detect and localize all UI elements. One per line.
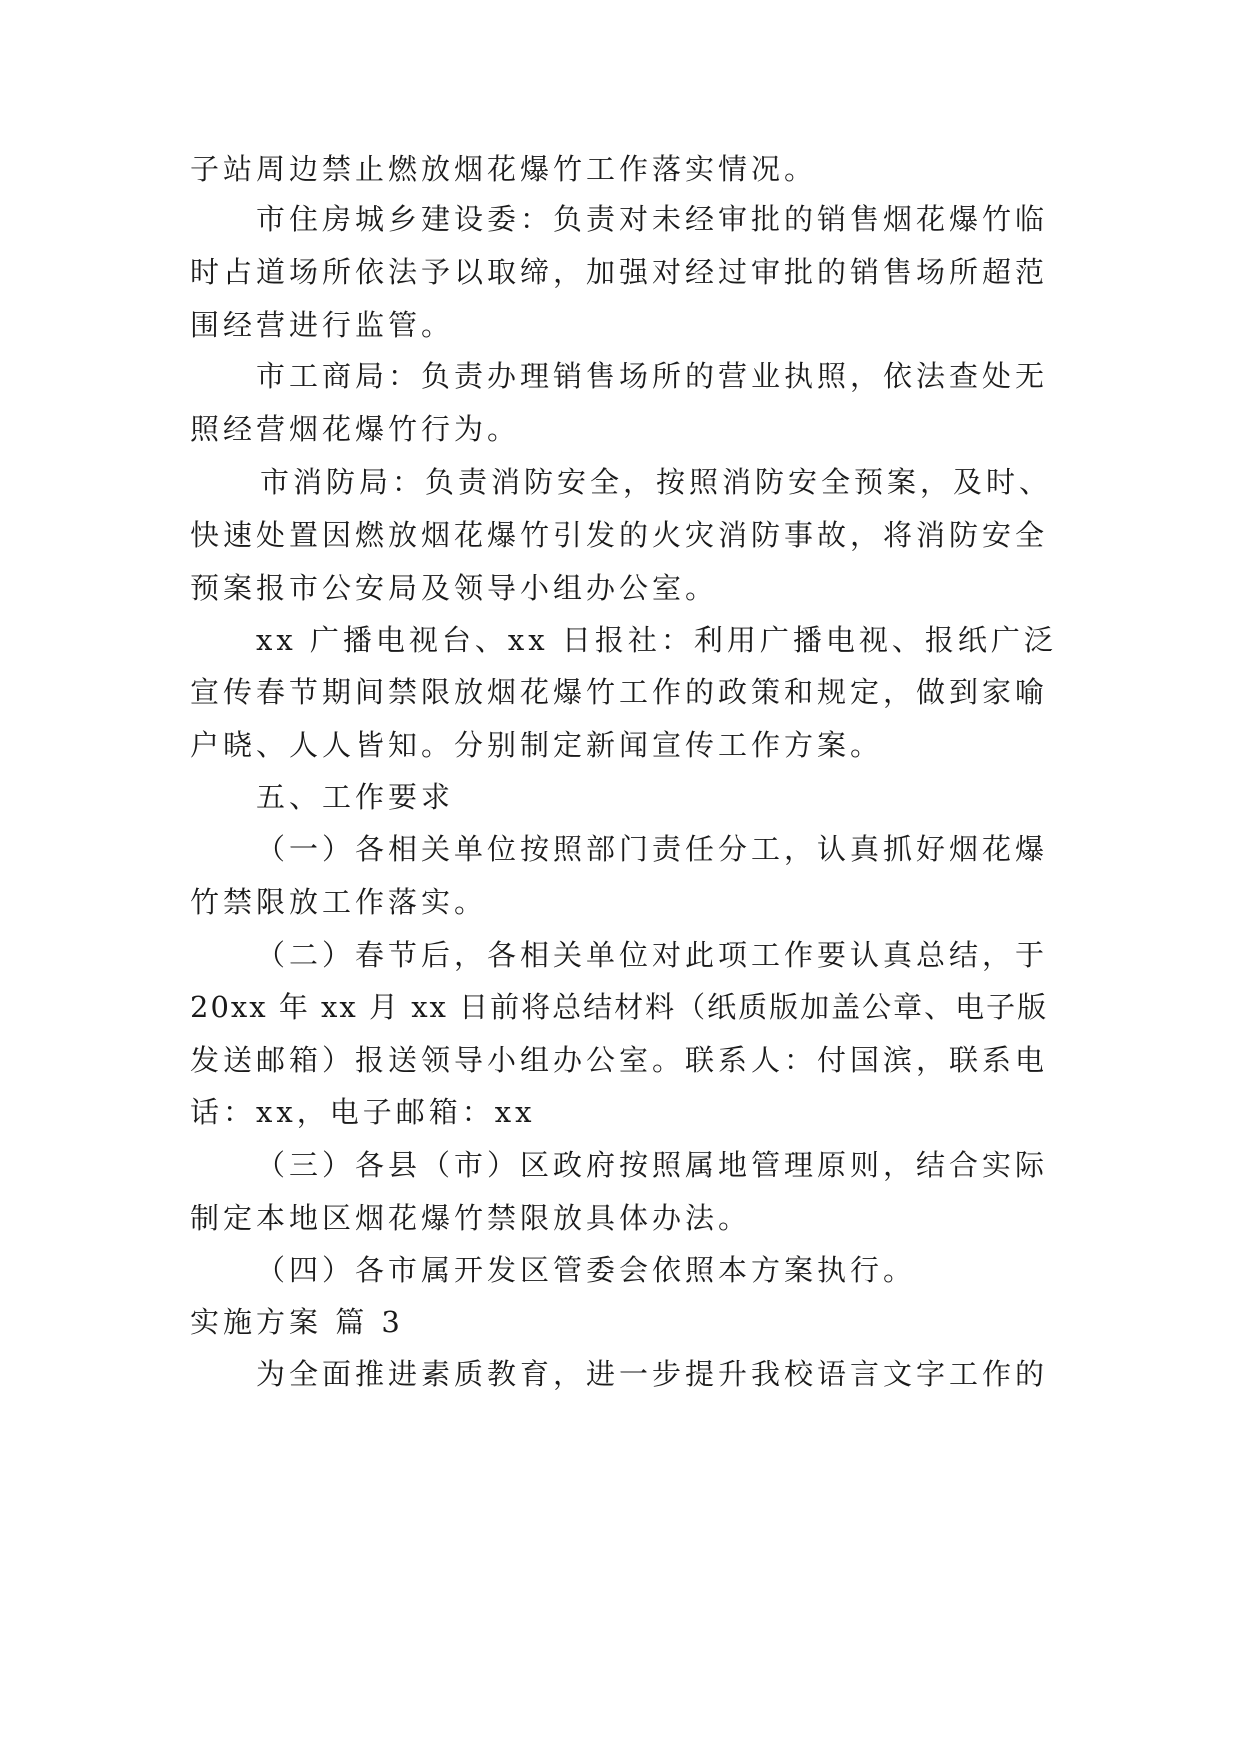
paragraph-line: （二）春节后，各相关单位对此项工作要认真总结，于 <box>256 938 1049 972</box>
paragraph-line: 竹禁限放工作落实。 <box>190 885 488 919</box>
paragraph-line: 市住房城乡建设委：负责对未经审批的销售烟花爆竹临 <box>256 202 1049 236</box>
paragraph-line: 制定本地区烟花爆竹禁限放具体办法。 <box>190 1201 752 1235</box>
paragraph-line: 子站周边禁止燃放烟花爆竹工作落实情况。 <box>190 152 818 186</box>
paragraph-line: xx 广播电视台、xx 日报社：利用广播电视、报纸广泛 <box>256 623 1057 657</box>
paragraph-line: （四）各市属开发区管委会依照本方案执行。 <box>256 1253 917 1287</box>
section-heading: 实施方案 篇 3 <box>190 1305 404 1339</box>
paragraph-line: 户晓、人人皆知。分别制定新闻宣传工作方案。 <box>190 728 884 762</box>
paragraph-line: 为全面推进素质教育，进一步提升我校语言文字工作的 <box>256 1357 1049 1391</box>
paragraph-line: 市消防局：负责消防安全，按照消防安全预案，及时、 <box>260 465 1053 499</box>
paragraph-line: 市工商局：负责办理销售场所的营业执照，依法查处无 <box>256 359 1049 393</box>
paragraph-line: 20xx 年 xx 月 xx 日前将总结材料（纸质版加盖公章、电子版 <box>190 990 1049 1024</box>
paragraph-line: 话：xx，电子邮箱：xx <box>190 1095 536 1129</box>
paragraph-line: 快速处置因燃放烟花爆竹引发的火灾消防事故，将消防安全 <box>190 518 1049 552</box>
paragraph-line: （一）各相关单位按照部门责任分工，认真抓好烟花爆 <box>256 832 1049 866</box>
section-heading: 五、工作要求 <box>256 780 455 814</box>
paragraph-line: 时占道场所依法予以取缔，加强对经过审批的销售场所超范 <box>190 255 1049 289</box>
paragraph-line: 照经营烟花爆竹行为。 <box>190 412 521 446</box>
paragraph-line: 预案报市公安局及领导小组办公室。 <box>190 571 719 605</box>
paragraph-line: （三）各县（市）区政府按照属地管理原则，结合实际 <box>256 1148 1049 1182</box>
paragraph-line: 发送邮箱）报送领导小组办公室。联系人：付国滨，联系电 <box>190 1043 1049 1077</box>
paragraph-line: 围经营进行监管。 <box>190 308 455 342</box>
paragraph-line: 宣传春节期间禁限放烟花爆竹工作的政策和规定，做到家喻 <box>190 675 1049 709</box>
